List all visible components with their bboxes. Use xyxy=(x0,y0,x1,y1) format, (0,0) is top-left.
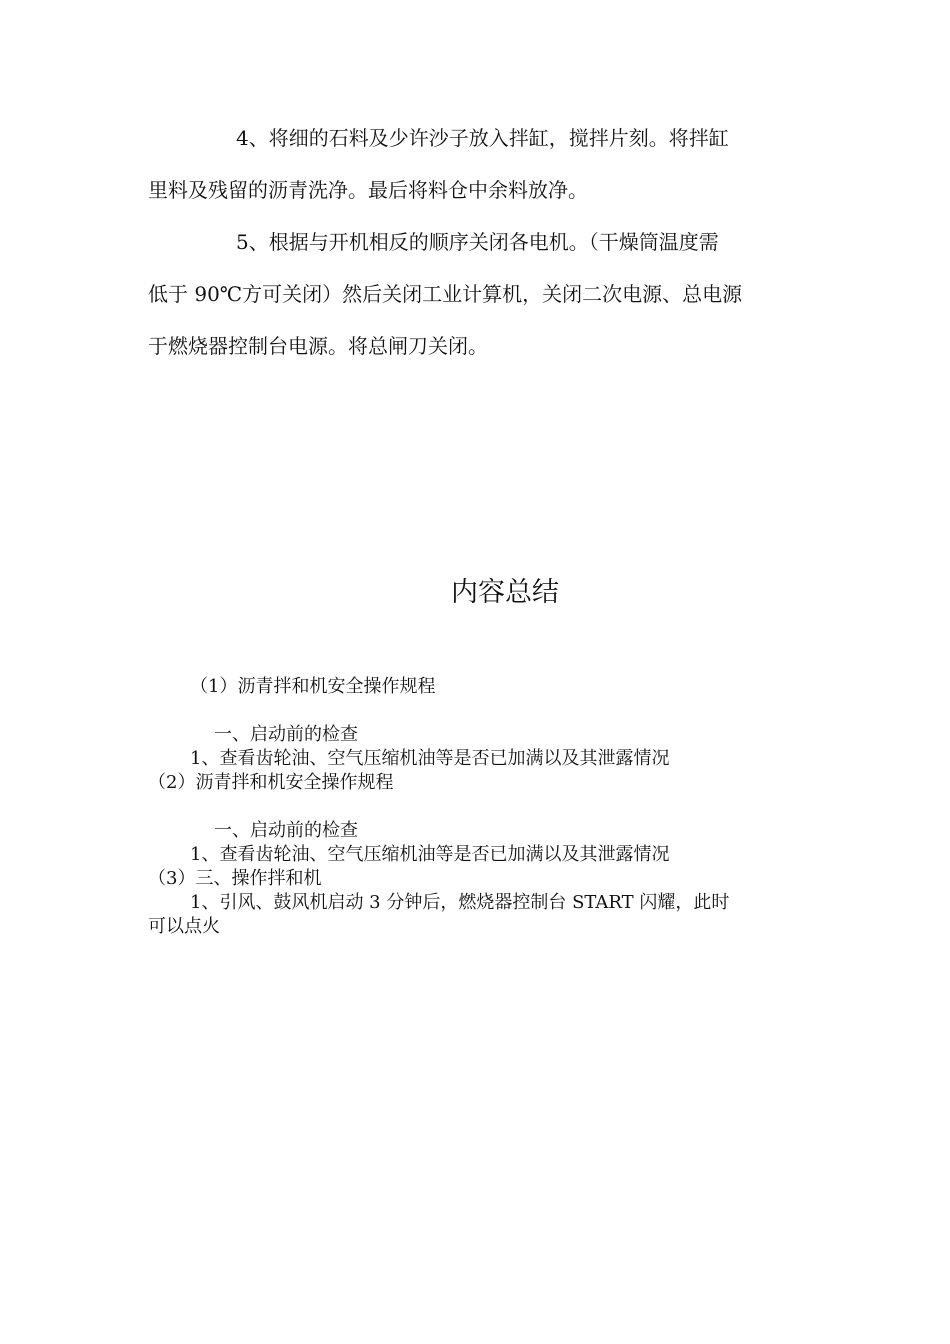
para4-line1: 4、将细的石料及少许沙子放入拌缸，搅拌片刻。将拌缸 xyxy=(236,126,729,150)
para5-line3: 于燃烧器控制台电源。将总闸刀关闭。 xyxy=(148,334,488,358)
summary-item: （2）沥青拌和机安全操作规程 xyxy=(148,772,394,793)
para4-line2: 里料及残留的沥青洗净。最后将料仓中余料放净。 xyxy=(148,178,588,202)
summary-item: 1、查看齿轮油、空气压缩机油等是否已加满以及其泄露情况 xyxy=(190,748,670,769)
summary-item: 1、引风、鼓风机启动 3 分钟后，燃烧器控制台 START 闪耀，此时 xyxy=(190,892,730,913)
summary-item: （3）三、操作拌和机 xyxy=(148,868,322,889)
summary-item: （1）沥青拌和机安全操作规程 xyxy=(190,676,436,697)
summary-title: 内容总结 xyxy=(451,577,559,608)
summary-item: 可以点火 xyxy=(148,916,220,937)
summary-item: 1、查看齿轮油、空气压缩机油等是否已加满以及其泄露情况 xyxy=(190,844,670,865)
para5-line2: 低于 90℃方可关闭）然后关闭工业计算机，关闭二次电源、总电源 xyxy=(148,282,743,306)
summary-item: 一、启动前的检查 xyxy=(214,724,358,745)
para5-line1: 5、根据与开机相反的顺序关闭各电机。（干燥筒温度需 xyxy=(236,230,719,254)
summary-item: 一、启动前的检查 xyxy=(214,820,358,841)
